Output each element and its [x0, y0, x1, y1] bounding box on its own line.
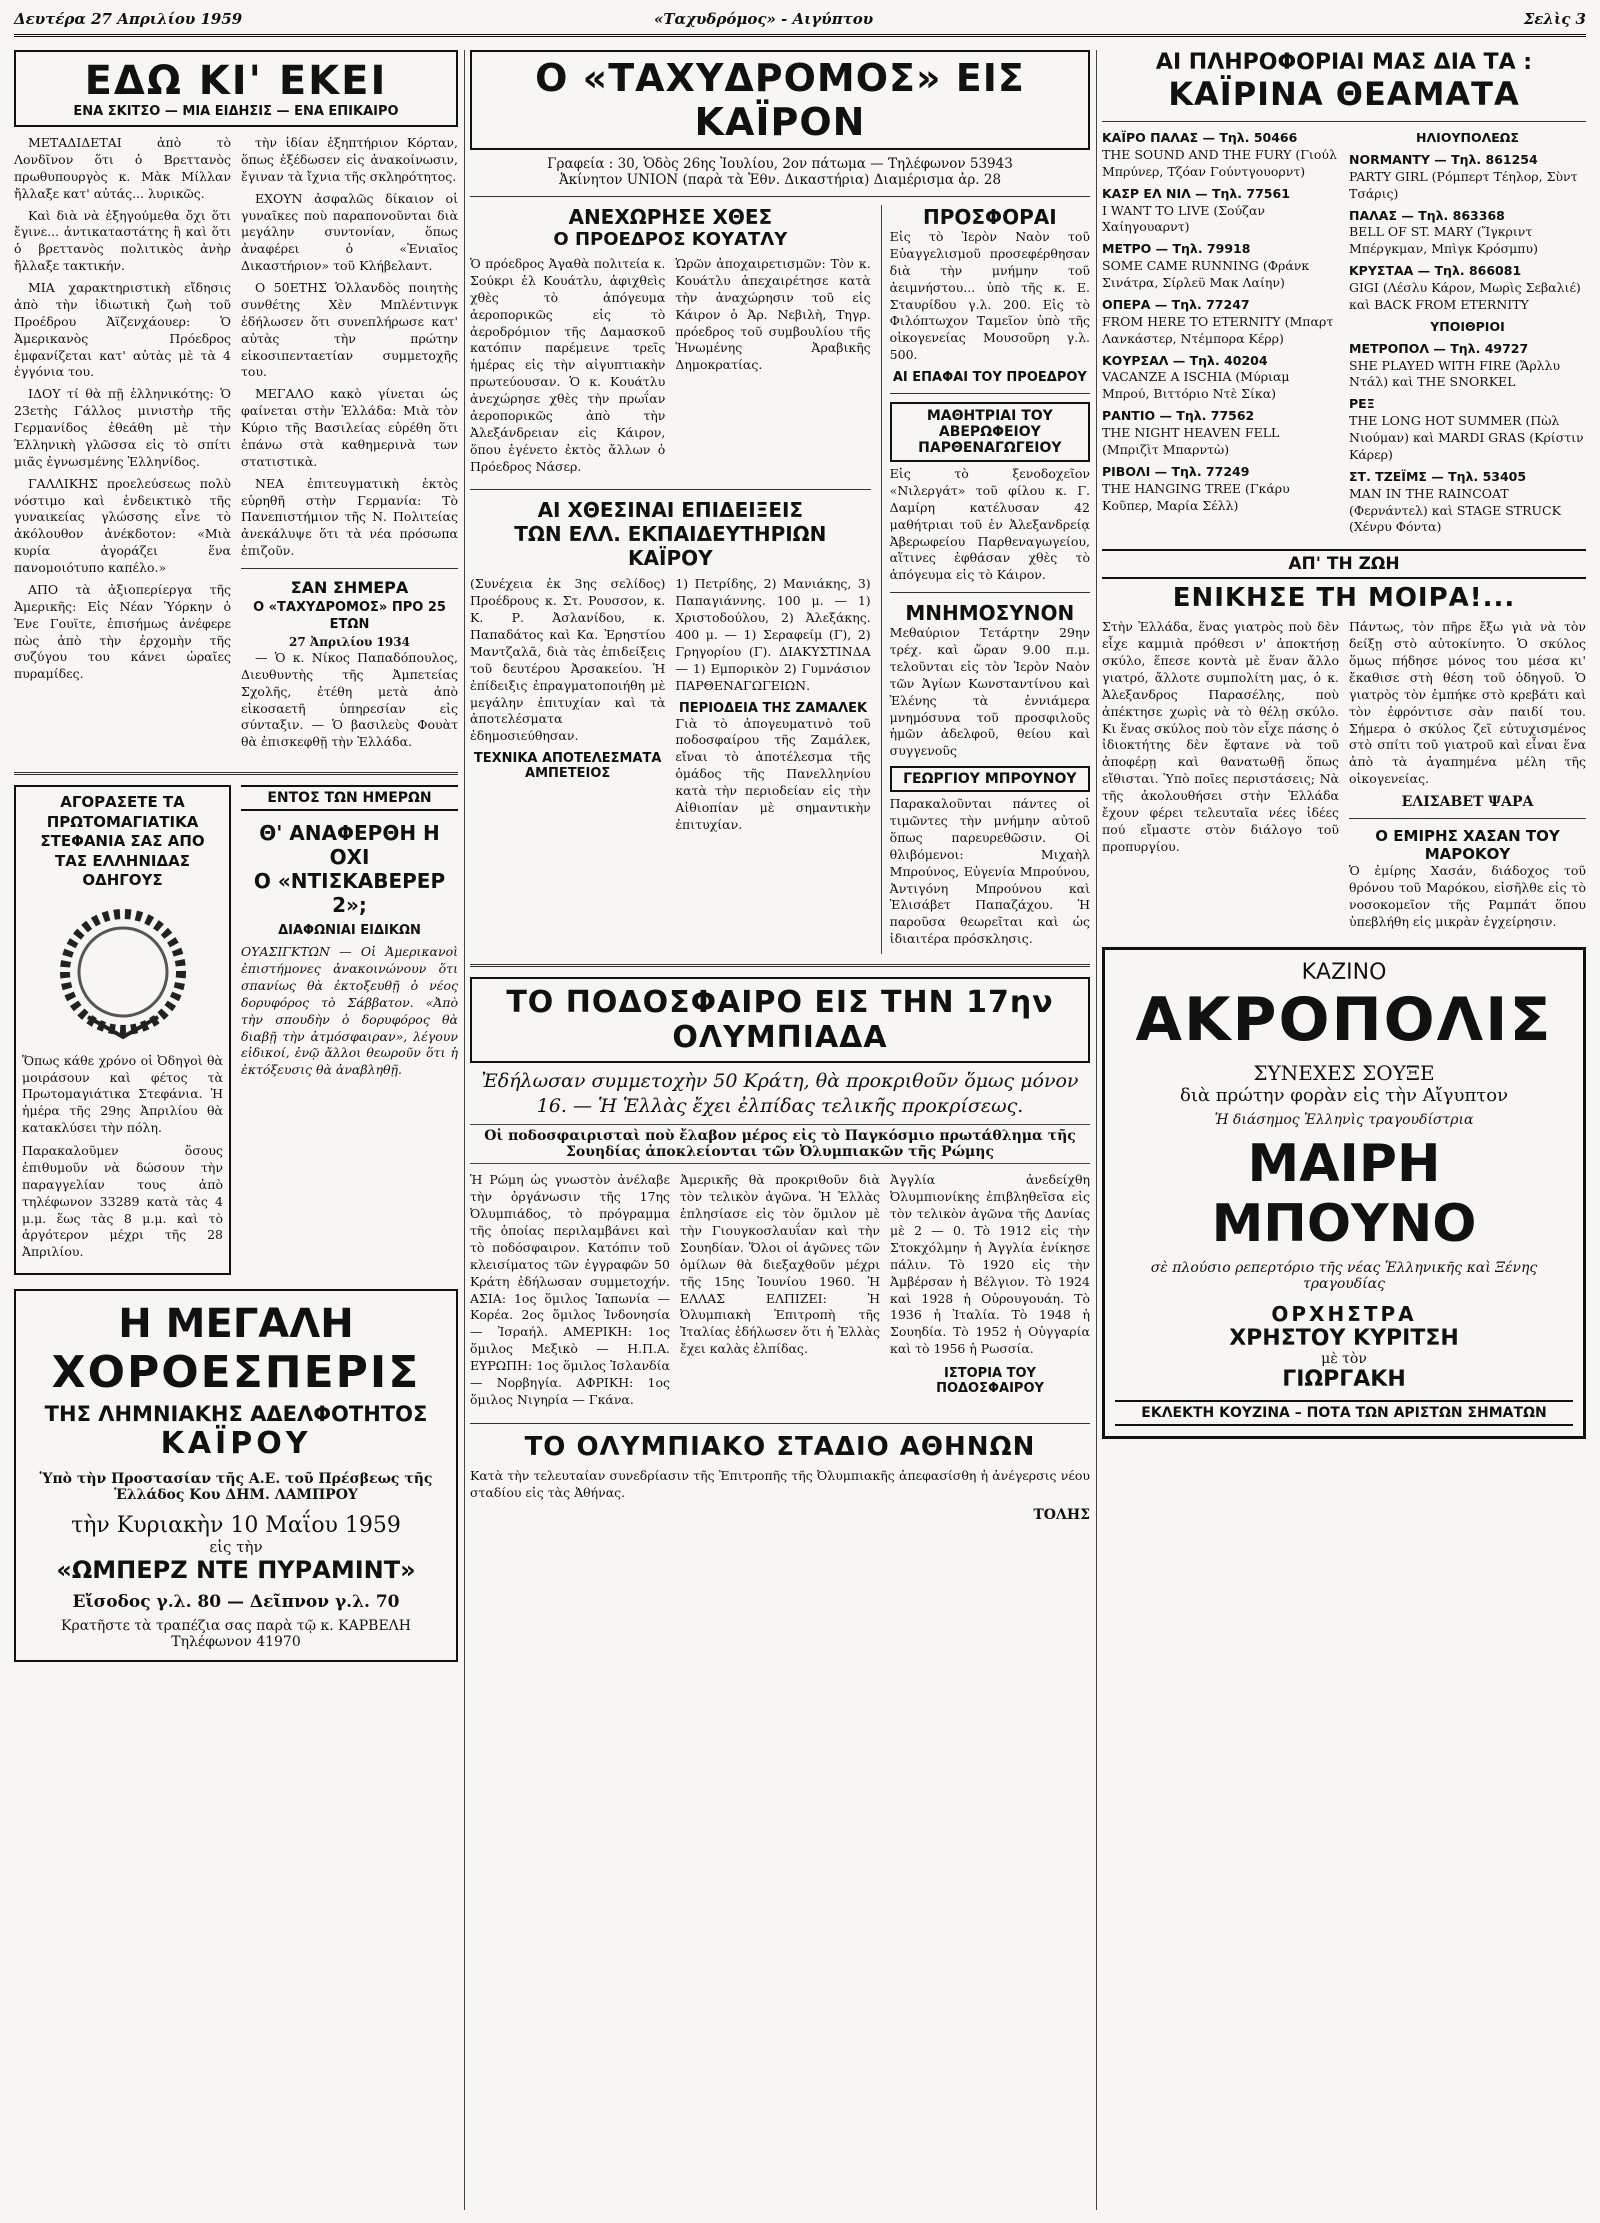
memorial-text-2: Παρακαλοῦνται πάντες οἱ τιμῶντες τὴν μνήμην αὐτοῦ ὅπως παρευρεθῶσιν. Οἱ θλιβόμενοι: Μιχαὴλ Μπρούνος, Εὐγενία Μπρούνου, Ἀντιγόνη Μπρούνου καὶ Ἐλισάβετ Παπαζάχου. Ἡ παροῦσα θεωρεῖται καὶ ὡς ἰδιαιτέρα πρόσκλησις.	[889, 796, 1090, 947]
dance-ad	[14, 1289, 458, 1662]
divider	[1349, 818, 1586, 819]
here-there-body	[14, 135, 458, 762]
cinema-entry	[1349, 319, 1586, 336]
wreath-and-within	[14, 785, 458, 1275]
wreath-cta: Παρακαλοῦμεν ὅσους ἐπιθυμοῦν νὰ δώσουν τὴν παραγγελίαν τους ἀπὸ τηλέφωνον 33289 κατὰ τὰς 4 μ.μ. ἕως τὰς 8 μ.μ. καὶ τὸ ἀργότερον μέχρι τῆς 28 Ἀπριλίου.	[22, 1143, 223, 1260]
column-middle	[470, 50, 1090, 2210]
masthead	[14, 6, 1586, 37]
life-subtitle: ΕΝΙΚΗΣΕ ΤΗ ΜΟΙΡΑ!...	[1172, 583, 1516, 614]
here-there-header	[14, 50, 458, 127]
football-subtitle: Ἐδήλωσαν συμμετοχὴν 50 Κράτη, θὰ προκριθοῦν ὅμως μόνον 16. — Ἡ Ἑλλὰς ἔχει ἐλπίδας τελικῆς προκρίσεως.	[481, 1070, 1079, 1117]
signoff: ΤΟΛΗΣ	[1033, 1507, 1090, 1524]
within-headline-2: Ο «ΝΤΙΣΚΑΒΕΡΕΡ 2»;	[253, 869, 446, 918]
wreath-illustration-icon	[28, 897, 218, 1047]
cinema-entry	[1102, 408, 1339, 459]
cinema-name: ΡΑΝΤΙΟ — Τηλ. 77562	[1102, 408, 1255, 424]
divider	[470, 196, 1090, 197]
exams-col-1	[470, 576, 665, 839]
cinema-name: ΜΕΤΡΟΠΟΛ — Τηλ. 49727	[1349, 340, 1529, 356]
peri-text: Γιὰ τὸ ἀπογευματινὸ τοῦ ποδοσφαίρου τῆς Ζαμάλεκ, εἴναι τὸ ἀποτέλεσμα τῆς ὁμάδος τῆς Πανελληνίου κατὰ τὴν περιοδείαν εἰς τὴν Αἰθιοπίαν μὲ σημαντικὴν ἐπιτυχίαν.	[675, 715, 871, 832]
cairo-header	[470, 50, 1090, 150]
life-body	[1102, 619, 1586, 936]
football-headline-box	[470, 977, 1090, 1063]
students-title: ΜΑΘΗΤΡΙΑΙ ΤΟΥ ΑΒΕΡΩΦΕΙΟΥ ΠΑΡΘΕΝΑΓΩΓΕΙΟΥ	[918, 408, 1062, 456]
casino-ad	[1102, 947, 1586, 1439]
dance-line-2: ΧΟΡΟΕΣΠΕΡΙΣ	[51, 1347, 421, 1399]
cinema-film: THE HANGING TREE (Γκάρυ Κοῦπερ, Μαρία Σέλλ)	[1102, 480, 1290, 513]
exams-tech: ΤΕΧΝΙΚΑ ΑΠΟΤΕΛΕΣΜΑΤΑ ΑΜΠΕΤΕΙΟΣ	[473, 751, 662, 782]
football-col-3	[890, 1172, 1090, 1414]
office-line-2: Ἀκίνητον UNION (παρὰ τὰ Ἐθν. Δικαστήρια) Διαμέρισμα ἀρ. 28	[558, 172, 1002, 188]
casino-star: ΜΑΙΡΗ ΜΠΟΥΝΟ	[1211, 1133, 1477, 1254]
news-items-left	[14, 135, 231, 756]
divider	[470, 1423, 1090, 1424]
news-item: Καὶ διὰ νὰ ἐξηγούμεθα ὄχι ὅτι ἔγινε... ἀντικαταστάτης ἢ καὶ ὅτι ὁ βρεττανὸς πολιτικὸς ἀνὴρ ἤλλαξε τακτικήν.	[14, 207, 231, 274]
memorial-name-box	[890, 766, 1090, 792]
cinema-name: ΚΑΪΡΟ ΠΑΛΑΣ — Τηλ. 50466	[1102, 130, 1298, 145]
casino-line-1: ΣΥΝΕΧΕΣ ΣΟΥΞΕ	[1253, 1060, 1435, 1085]
divider	[890, 592, 1090, 593]
section-title: ΕΔΩ ΚΙ' ΕΚΕΙ	[84, 58, 388, 104]
football-col-1: Ἡ Ρώμη ὡς γνωστὸν ἀνέλαβε τὴν ὀργάνωσιν τῆς 17ης Ὀλυμπιάδος, τὸ πρόγραμμα τῆς ὁποίας περιλαμβάνει καὶ τὸ ποδόσφαιρον. Κατόπιν τοῦ κλεισίματος τῶν ἐγγραφῶν 50 Κράτη ἐδήλωσαν συμμετοχήν. ΑΣΙΑ: 1ος ὅμιλος Ἰαπωνία — Κορέα. 2ος ὅμιλος Ἰνδονησία — Ἰσραήλ. ΑΜΕΡΙΚΗ: 1ος ὅμιλος Μεξικὸ — Η.Π.Α. ΕΥΡΩΠΗ: 1ος ὅμιλος Ἰσλανδία — Νορβηγία. ΑΦΡΙΚΗ: 1ος ὅμιλος Νιγηρία — Γκάνα.	[470, 1172, 670, 1407]
divider	[1102, 121, 1586, 122]
life-banner: ΑΠ' ΤΗ ΖΩΗ	[1102, 549, 1586, 579]
cinema-entry	[1349, 341, 1586, 392]
news-item: ΝΕΑ ἐπιτευγματικὴ ἐκτὸς εὑρηθῆ στὴν Γερμανία: Τὸ Πανεπιστήμιον τῆς Ν. Πολιτείας ἀνεκάλυψε ὅτι τὰ νέα πρόσωπα ἐπιζοῦν.	[241, 475, 458, 559]
offers-title: ΠΡΟΣΦΟΡΑΙ	[923, 205, 1057, 229]
today-title: ΣΑΝ ΣΗΜΕΡΑ	[290, 578, 409, 597]
koutlay-body	[470, 256, 871, 481]
column-divider	[464, 50, 465, 2210]
cinema-film: SOME CAME RUNNING (Φράνκ Σινάτρα, Σίρλεϋ Μακ Λαίην)	[1102, 258, 1310, 290]
divider	[14, 772, 458, 775]
casino-name: ΑΚΡΟΠΟΛΙΣ	[1135, 984, 1553, 1055]
within-text: ΟΥΑΣΙΓΚΤΩΝ — Οἱ Ἀμερικανοὶ ἐπιστήμονες ἀνακοινώνουν ὅτι σπανίως θὰ ἐκτοξευθῇ ὁ νέος δορυφόρος τὸ Σάββατον. «Ἀπὸ τὴν σπουδὴν ὁ δορυφόρος θὰ διαβῇ τὴν ἀτμόσφαιραν», λέγουν εἰδικοί, ἐνῷ ἄλλοι θεωροῦν ὅτι ἡ ἐκτόξευσις θὰ ἀναβληθῇ.	[241, 944, 458, 1078]
column-divider	[1096, 50, 1097, 2210]
morocco-title: Ο ΕΜΙΡΗΣ ΧΑΣΑΝ ΤΟΥ ΜΑΡΟΚΟΥ	[1375, 827, 1560, 863]
cinema-list-right	[1349, 130, 1586, 541]
cinema-entry	[1102, 297, 1339, 348]
casino-orchestra-name: ΧΡΗΣΤΟΥ ΚΥΡΙΤΣΗ	[1229, 1325, 1459, 1351]
column-right	[1102, 50, 1586, 2210]
office-line-1: Γραφεία : 30, Ὁδὸς 26ης Ἰουλίου, 2ον πάτωμα — Τηλέφωνον 53943	[547, 156, 1013, 172]
paper-name: «Ταχυδρόμος» - Αιγύπτου	[654, 10, 874, 28]
issue-date: Δευτέρα 27 Απριλίου 1959	[14, 10, 243, 28]
section-subtitle: ΕΝΑ ΣΚΙΤΣΟ — ΜΙΑ ΕΙΔΗΣΙΣ — ΕΝΑ ΕΠΙΚΑΙΡΟ	[73, 104, 399, 119]
cinema-name: ΚΟΥΡΣΑΛ — Τηλ. 40204	[1102, 352, 1268, 368]
life-col-2-wrap	[1349, 619, 1586, 936]
dance-price: Εἴσοδος γ.λ. 80 — Δεῖπνον γ.λ. 70	[72, 1592, 400, 1613]
news-item: ΑΠΟ τὰ ἀξιοπερίεργα τῆς Ἀμερικῆς: Εἰς Νέαν Ὑόρκην ὁ Ἐνε Γουϊτε, ἐπισήμως ἀνέφερε πὼς ἀπὸ τὴν ἐρχομὴν τῆς συζύγου του κάνει ὡραῖες πυραμίδες.	[14, 581, 231, 682]
casino-label: ΚΑΖΙΝΟ	[1301, 959, 1387, 985]
cinema-listings	[1102, 130, 1586, 541]
within-title: ΕΝΤΟΣ ΤΩΝ ΗΜΕΡΩΝ	[241, 785, 458, 811]
morocco-text: Ὁ ἐμίρης Χασάν, διάδοχος τοῦ θρόνου τοῦ Μαρόκου, εἰσῆλθε εἰς τὸ νοσοκομεῖον τῆς Ραμπάτ ὅπου ὑπεβλήθη εἰς μικρὰν ἐγχείρησιν.	[1349, 863, 1586, 929]
exams-col-2	[675, 576, 870, 839]
today-text: — Ὁ κ. Νίκος Παπαδόπουλος, Διευθυντὴς τῆς Ἀμπετείας Σχολῆς, ἐτέθη μετὰ ἀπὸ εἰκοσαετῆ ὑπηρεσίαν εἰς σύνταξιν. — Ὁ βασιλεὺς Φουὰτ θὰ ἐπισκεφθῇ τὴν Ἑλλάδα.	[241, 649, 458, 750]
memorial-text: Μεθαύριον Τετάρτην 29ην τρέχ. καὶ ὥραν 9.00 π.μ. τελοῦνται εἰς τὸν Ἱερὸν Ναὸν τῶν Ἁγίων Κωνσταντίνου καὶ Ἑλένης τὰ ἐννιάμερα μνημόσυνα τοῦ προσφιλοῦς ἡμῶν ἀδελφοῦ, θείου καὶ συγγενοῦς	[889, 625, 1090, 759]
news-item: ΙΔΟΥ τί θὰ πῇ ἑλληνικότης: Ὁ 23ετὴς Γάλλος μινιστὴρ τῆς Γερμανίδος ἐθεάθη μὲ τὴν Ἑλληνικὴ γλῶσσα εἰς τὸ σπίτι μιᾶς ἐγνωσμένης Ἑλληνίδος.	[14, 386, 231, 469]
football-lead: Οἱ ποδοσφαιρισταὶ ποὺ ἔλαβον μέρος εἰς τὸ Παγκόσμιο πρωτάθλημα τῆς Σουηδίας ἀποκλείονται τῶν Ὀλυμπιακῶν τῆς Ρώμης	[470, 1124, 1090, 1164]
exams-text: (Συνέχεια ἐκ 3ης σελίδος) Προέδρους κ. Στ. Ρουσσον, κ. Κ. Ρ. Ἀσλανίδου, κ. Παπαδάτος καὶ Κα. Ἐρηστίου Μαντζαλᾶ, διὰ τὰς ἐπιδείξεις τοῦ δευτέρου Ἀρσακείου. Ἡ ἐπίδειξις ἐπραγματοποιήθη μὲ μεγάλην ἐπιτυχίαν καὶ τὰ ἀποτελέσματα ἐδημοσιεύθησαν.	[470, 576, 666, 744]
cinema-name: ΗΛΙΟΥΠΟΛΕΩΣ	[1416, 130, 1519, 145]
life-signature: ΕΛΙΣΑΒΕΤ ΨΑΡΑ	[1401, 794, 1534, 810]
offers-column	[881, 205, 1090, 954]
cinema-film: SHE PLAYED WITH FIRE (Ἄρλλυ Ντάλ) καὶ THE SNORKEL	[1349, 357, 1561, 390]
divider	[470, 964, 1090, 967]
cinema-list-left	[1102, 130, 1339, 541]
cinema-film: THE NIGHT HEAVEN FELL (Μπριζὶτ Μπαρντὼ)	[1102, 425, 1280, 457]
casino-line-3: Ἡ διάσημος Ἑλληνὶς τραγουδίστρια	[1214, 1111, 1474, 1128]
news-item: Ο 50ΕΤΗΣ Ὁλλανδὸς ποιητὴς συνθέτης Χὲν Μπλέντινγκ ἐδήλωσεν ὅτι συνεπλήρωσε κατ' αὐτὰς τὴν πρώτην εἰκοσιπενταετίαν συμμετοχῆς του.	[241, 280, 458, 380]
news-item: ΕΧΟΥΝ ἀσφαλῶς δίκαιον οἱ γυναῖκες ποὺ παραπονοῦνται διὰ μεγάλην συντονίαν, ὅπως ἀναφέρει ὁ «Ἐνιαῖος Δικαστήριον» τοῦ Κλήβελαντ.	[241, 190, 458, 274]
cinema-entry	[1349, 263, 1586, 314]
cinema-entry	[1349, 469, 1586, 537]
football-title: ΤΟ ΠΟΔΟΣΦΑΙΡΟ ΕΙΣ ΤΗΝ 17ην ΟΛΥΜΠΙΑΔΑ	[506, 985, 1054, 1055]
divider	[890, 393, 1090, 394]
stadium-text: Κατὰ τὴν τελευταίαν συνεδρίασιν τῆς Ἐπιτροπῆς τῆς Ὀλυμπιακῆς ἀπεφασίσθη ἡ ἀνέγερσις νέου σταδίου εἰς τὰς Ἀθήνας.	[470, 1467, 1090, 1500]
koutlay-text-2: Ὡρῶν ἀποχαιρετισμῶν: Τὸν κ. Κουάτλυ ἀπεχαιρέτησε κατὰ τὴν ἀναχώρησιν τοῦ εἰς Κάιρον ὁ Ἀρ. Νεβιλὴ, Τηγρ. πρόεδρος τοῦ συμβουλίου τῆς Ἡνωμένης Ἀραβικῆς Δημοκρατίας.	[675, 256, 871, 373]
memorial-title: ΜΝΗΜΟΣΥΝΟΝ	[905, 601, 1075, 626]
cinema-name: ΜΕΤΡΟ — Τηλ. 79918	[1102, 241, 1251, 257]
cinema-film: I WANT TO LIVE (Σούζαν Χαίηγουαρντ)	[1102, 202, 1265, 235]
dance-date: τὴν Κυριακὴν 10 Μαΐου 1959	[71, 1513, 401, 1539]
cinema-name: ΡΕΞ	[1349, 396, 1375, 412]
casino-line-2: διὰ πρώτην φορὰν εἰς τὴν Αἴγυπτον	[1179, 1084, 1509, 1106]
koutlay-title: ΑΝΕΧΩΡΗΣΕ ΧΘΕΣ	[568, 205, 773, 229]
exams-subtitle: ΤΩΝ ΕΛΛ. ΕΚΠΑΙΔΕΥΤΗΡΙΩΝ ΚΑΪΡΟΥ	[514, 522, 827, 571]
top-stories	[470, 205, 1090, 954]
exams-results: 1) Πετρίδης, 2) Μανιάκης, 3) Παπαγιάννης. 100 μ. — 1) Χριστοδούλου, 2) Ἀλεξάκης. 400 μ. — 1) Σεραφείμ (Γ), 2) Γρηγορίου (Γ). ΔΙΑΚΥΣΤΙΝΔΑ — 1) Εμπορικὸν 2) Γυμνάσιον ΠΑΡΘΕΝΑΓΩΓΕΙΩΝ.	[675, 576, 871, 693]
today-date: 27 Ἀπριλίου 1934	[289, 634, 410, 649]
cinema-name: NORMANTY — Τηλ. 861254	[1349, 151, 1538, 167]
stadium-title: ΤΟ ΟΛΥΜΠΙΑΚΟ ΣΤΑΔΙΟ ΑΘΗΝΩΝ	[524, 1431, 1036, 1462]
cinema-film: VACANZE A ISCHIA (Μύριαμ Μπρού, Βιττόριο Ντὲ Σίκα)	[1102, 369, 1290, 402]
exams-title: ΑΙ ΧΘΕΣΙΝΑΙ ΕΠΙΔΕΙΞΕΙΣ	[537, 498, 804, 523]
cinema-name: ΚΡΥΣΤΑΑ — Τηλ. 866081	[1349, 263, 1522, 279]
casino-line-4: σὲ πλούσιο ρεπερτόριο τῆς νέας Ἑλληνικῆς καὶ Ξένης τραγουδίας	[1150, 1259, 1538, 1292]
dance-line-3: ΤΗΣ ΛΗΜΝΙΑΚΗΣ ΑΔΕΛΦΟΤΗΤΟΣ	[44, 1402, 428, 1427]
casino-orchestra: ΟΡΧΗΣΤΡΑ	[1271, 1301, 1417, 1326]
cairo-title: Ο «ΤΑΧΥΔΡΟΜΟΣ» ΕΙΣ ΚΑΪΡΟΝ	[535, 56, 1025, 144]
dance-at: εἰς τὴν	[209, 1538, 263, 1557]
dance-phone: Τηλέφωνον 41970	[171, 1634, 301, 1651]
wreath-ad-box	[14, 785, 231, 1275]
wreath-ad	[14, 785, 231, 1275]
dance-line-4: ΚΑΪΡΟΥ	[160, 1426, 312, 1462]
cinema-film: FROM HERE TO ETERNITY (Μπαρτ Λανκάστερ, Ντέμπορα Κέρρ)	[1102, 313, 1334, 346]
cinema-name: ΡΙΒΟΛΙ — Τηλ. 77249	[1102, 463, 1250, 479]
cinema-name: ΠΑΛΑΣ — Τηλ. 863368	[1349, 207, 1505, 223]
casino-with: μὲ τὸν	[1321, 1350, 1367, 1367]
news-item: τὴν ἰδίαν ἐξηπτήριον Κόρταν, ὅπως ἐξέδωσεν εἰς ἀνακοίνωσιν, ἔγιναν τὰ ἴχνια τῆς σκληρότητος.	[241, 135, 458, 184]
life-col-1: Στὴν Ἑλλάδα, ἕνας γιατρὸς ποὺ δὲν εἶχε καμμιὰ πρόθεσι ν' ἀποκτήσῃ σκύλο, ἕπεσε κοντὰ μὲ ἕναν ἄλλο γιατρό, ἄλλοτε συμπολίτη μας, ὁ κ. Ἀλεξανδρος Παρασέλης, ποὺ ἀπέκτησε χωρὶς νὰ τὸ θέλῃ σκύλο. Κι ἕνας σκύλος ποὺ τὸν εἶχε πάσης ὁ ἰδιοκτήτης δὲν ἔφτανε νὰ τοῦ ἀποφέρῃ καὶ θανατωθῇ ὅπως εἴθισται. Ὑπὸ ποῖες περιστάσεις; Νὰ τῆς ἀκολουθήσει στὴν Ἑλλάδα ἔχουν φέρει τελευταῖα νέες ἰδέες πού εἴμαστε στὸν διάλογο τοῦ προπυργίου.	[1102, 619, 1339, 854]
newspaper-page	[14, 6, 1586, 2216]
news-item: ΓΑΛΛΙΚΗΣ προελεύσεως πολὺ νόστιμο καὶ ἐνδεικτικὸ τῆς γυναικείας γλώσσης εἶνε τὸ ἀκόλουθον ἀνέκδοτον: «Μιὰ κυρία ἀγοράζει ἕνα πανομοιότυπο καπέλο.»	[14, 475, 231, 575]
life-col-2: Πάντως, τὸν πῆρε ἔξω γιὰ νὰ τὸν δείξῃ στὸ αὐτοκίνητο. Ὁ σκύλος ὅμως πήδησε μόνος του μέσα κι' ἔκαθισε στὴ θέση τοῦ ὁδηγοῦ. Ὁ γιατρὸς τὸν ἐμπήκε στὸ κρεβάτι καὶ τὸν ἐφρόντισε σὰν παιδί του. Σήμερα ὁ σκύλος ζεῖ εὐτυχισμένος στὸ σπίτι τοῦ γιατροῦ καὶ εἶναι ἕνα ἀπὸ τὰ ἀγαπημένα μέλη τῆς οἰκογενείας.	[1349, 619, 1586, 787]
koutlay-subtitle: Ο ΠΡΟΕΔΡΟΣ ΚΟΥΑΤΛΥ	[553, 229, 788, 250]
peri-title: ΠΕΡΙΟΔΕΙΑ ΤΗΣ ΖΑΜΑΛΕΚ	[678, 700, 868, 716]
news-items-right	[241, 135, 458, 756]
today-subtitle: Ο «ΤΑΧΥΔΡΟΜΟΣ» ΠΡΟ 25 ΕΤΩΝ	[253, 599, 446, 633]
films-title: ΑΙ ΠΛΗΡΟΦΟΡΙΑΙ ΜΑΣ ΔΙΑ ΤΑ :	[1155, 50, 1533, 75]
koutlay-article	[470, 205, 871, 954]
memorial-name: ΓΕΩΡΓΙΟΥ ΜΠΡΟΥΝΟΥ	[903, 771, 1077, 788]
cinema-entry	[1102, 130, 1339, 181]
news-item: ΜΙΑ χαρακτηριστικὴ εἴδησις ἀπὸ τὴν ἰδιωτικὴ ζωὴ τοῦ Προέδρου Ἀϊζενχάουερ: Ὁ Ἀμερικανὸς Πρόεδρος ἐμφανίζεται κατ' αὐτὰς μὲ τὰ 4 ἐγγόνια του.	[14, 280, 231, 380]
cinema-entry	[1102, 186, 1339, 237]
column-left	[14, 50, 458, 2210]
offers-ex: ΑΙ ΕΠΑΦΑΙ ΤΟΥ ΠΡΟΕΔΡΟΥ	[892, 370, 1087, 385]
cinema-name: ΚΑΣΡ ΕΛ ΝΙΛ — Τηλ. 77561	[1102, 185, 1290, 201]
history-subtitle: ΙΣΤΟΡΙΑ ΤΟΥ ΠΟΔΟΣΦΑΙΡΟΥ	[936, 1366, 1044, 1396]
casino-singer: ΓΙΩΡΓΑΚΗ	[1282, 1366, 1406, 1392]
wreath-title: ΑΓΟΡΑΣΕΤΕ ΤΑ ΠΡΩΤΟΜΑΓΙΑΤΙΚΑ ΣΤΕΦΑΝΙΑ ΣΑΣ ΑΠΟ ΤΑΣ ΕΛΛΗΝΙΔΑΣ ΟΔΗΓΟΥΣ	[40, 793, 205, 890]
cinema-entry	[1102, 464, 1339, 515]
within-days-article	[241, 785, 458, 1275]
wreath-text: Ὅπως κάθε χρόνο οἱ Ὀδηγοὶ θὰ μοιράσουν καὶ φέτος τὰ Πρωτομαγιάτικα Στεφάνια. Ἡ ἡμέρα τῆς 29ης Ἀπριλίου θὰ κατακλύσει τὴν πόλη.	[22, 1052, 223, 1136]
dance-line-1: Η ΜΕΓΑΛΗ	[118, 1301, 354, 1348]
within-subtitle: ΔΙΑΦΩΝΙΑΙ ΕΙΔΙΚΩΝ	[278, 923, 421, 939]
cinema-film: BELL OF ST. MARY (Ἴγκριντ Μπέργκμαν, Μπὶγκ Κρόσμπυ)	[1349, 224, 1538, 257]
students-box	[890, 402, 1090, 462]
dance-venue: «ΩΜΠΕΡΖ ΝΤΕ ΠΥΡΑΜΙΝΤ»	[56, 1556, 416, 1585]
football-col-2: Ἀμερικῆς θὰ προκριθοῦν διὰ τὸν τελικὸν ἀγῶνα. Ἡ Ἑλλὰς ἐπλησίασε εἰς τὸν ὅμιλον μὲ τὴν Γιουγκοσλαυΐαν καὶ τὴν Σουηδίαν. Ὅλοι οἱ ἀγῶνες τῶν ὁμίλων θὰ διεξαχθοῦν μέχρι τῆς 15ης Ἰουνίου 1960. Ἡ ΕΛΛΑΣ ΕΛΠΙΖΕΙ: Ἡ Ὀλυμπιακὴ Ἐπιτροπὴ τῆς Ἰταλίας ἐδήλωσεν ὅτι ἡ Ἑλλὰς ἔχει καλὰς ἐλπίδας.	[680, 1172, 880, 1357]
casino-footer: ΕΚΛΕΚΤΗ ΚΟΥΖΙΝΑ – ΠΟΤΑ ΤΩΝ ΑΡΙΣΤΩΝ ΣΗΜΑΤΩΝ	[1115, 1400, 1573, 1426]
cinema-film: THE SOUND AND THE FURY (Γιούλ Μπρύνερ, Τζόαν Γούντγουορντ)	[1102, 146, 1337, 179]
cinema-film: THE LONG HOT SUMMER (Πὼλ Νιούμαν) καὶ MARDI GRAS (Κρίστιν Κάρερ)	[1349, 413, 1584, 462]
dance-tables: Κρατῆστε τὰ τραπέζια σας παρὰ τῷ κ. ΚΑΡΒΕΛΗ	[61, 1618, 411, 1635]
cinema-entry	[1349, 152, 1586, 203]
cinema-film: PARTY GIRL (Ρόμπερτ Τέηλορ, Σὺντ Τσάρις)	[1349, 168, 1578, 201]
films-subtitle: ΚΑΪΡΙΝΑ ΘΕΑΜΑΤΑ	[1168, 75, 1520, 113]
cinema-entry	[1349, 396, 1586, 464]
cinema-film: MAN IN THE RAINCOAT (Φερνάντελ) καὶ STAGE STRUCK (Χένρυ Φόντα)	[1349, 485, 1561, 535]
cinema-name: ΥΠΟΙΘΡΙΟΙ	[1430, 318, 1505, 334]
cinema-entry	[1349, 130, 1586, 147]
cinema-entry	[1349, 208, 1586, 259]
news-item: ΜΕΤΑΔΙΔΕΤΑΙ ἀπὸ τὸ Λονδῖνον ὅτι ὁ Βρεττανὸς πρωθυπουργὸς κ. Μὰκ Μίλλαν ἤλλαξε κατ' αὐτάς... λυρικῶς.	[14, 135, 231, 201]
within-headline-1: Θ' ΑΝΑΦΕΡΘΗ Η ΟΧΙ	[259, 821, 440, 870]
news-item: ΜΕΓΑΛΟ κακὸ γίνεται ὡς φαίνεται στὴν Ἑλλάδα: Μιὰ τὸν Κύριο τῆς Βασιλείας εὑρέθη ὅτι ἐπάνω στὰ καθημερινὰ των στατιστικὰ.	[241, 386, 458, 469]
cinema-entry	[1102, 353, 1339, 404]
offers-text: Εἰς τὸ Ἱερὸν Ναὸν τοῦ Εὐαγγελισμοῦ προσεφέρθησαν διὰ τὴν μνήμην τοῦ ἀειμνήστου... ὑπὸ τῆς κ. Ε. Σταυρίδου γ.λ. 200. Εἰς τὸ Φιλόπτωχον Ταμεῖον ὑπὸ τῆς οἰκογενείας Μουσοῦρη γ.λ. 500.	[889, 229, 1090, 363]
students-text: Εἰς τὸ ξενοδοχεῖον «Νιλεργάτ» τοῦ φίλου κ. Γ. Δαμίρη κατέλυσαν 42 μαθήτριαι τοῦ ἐν Ἀλεξανδρείᾳ Ἀβερωφείου Παρθεναγωγείου, αἵτινες ἐφθάσαν χθὲς τὸ ἀπόγευμα εἰς τὸ Κάιρον.	[889, 466, 1090, 583]
football-col-3-text: Ἀγγλία ἀνεδείχθη Ὀλυμπιονίκης ἐπιβληθεῖσα εἰς τὸν τελικὸν ἀγῶνα τῆς Δανίας μὲ 2 — 0. Τὸ 1912 εἰς τὴν Στοκχόλμην ἡ Ἀγγλία ἐνίκησε πάλιν. Τὸ 1920 εἰς τὴν Ἀμβέρσαν ἡ Βέλγιον. Τὸ 1924 καὶ 1928 ἡ Οὐρουγουάη. Τὸ 1936 ἡ Ἰταλία. Τὸ 1948 ἡ Σουηδία. Τὸ 1952 ἡ Οὑγγαρία καὶ τὸ 1956 ἡ Ρωσσία.	[890, 1172, 1090, 1357]
football-body	[470, 1172, 1090, 1414]
cinema-film: GIGI (Λέσλυ Κάρον, Μωρὶς Σεβαλιέ) καὶ BACK FROM ETERNITY	[1349, 280, 1581, 312]
cinema-entry	[1102, 241, 1339, 292]
koutlay-text: Ὁ πρόεδρος Ἀγαθὰ πολιτεία κ. Σούκρι ἐλ Κουάτλυ, ἀφιχθεὶς χθὲς τὸ ἀπόγευμα ἀεροπορικῶς εἰς τὸ ἀεροδρόμιον τῆς Δαμασκοῦ κατόπιν παρέμεινε τρεῖς ἡμέρας εἰς τὴν αἰγυπτιακὴν πρωτεύουσαν. Ὁ κ. Κουάτλυ ἀνεχώρησε χθὲς τὴν πρωΐαν ἀεροπορικῶς ἀπὸ τὴν Ἀλεξάνδρειαν εἰς Κάιρον, ὅπου ἐγένετο ἐκτὸς ἄλλων ὁ Πρόεδρος Νάσερ.	[470, 256, 666, 474]
dance-patron: Ὑπὸ τὴν Προστασίαν τῆς Α.Ε. τοῦ Πρέσβεως τῆς Ἑλλάδος Κου ΔΗΜ. ΛΑΜΠΡΟΥ	[39, 1471, 433, 1504]
page-number: Σελὶς 3	[1523, 10, 1586, 28]
cinema-name: ΟΠΕΡΑ — Τηλ. 77247	[1102, 296, 1250, 312]
exams-body	[470, 576, 871, 839]
divider	[470, 489, 871, 490]
cinema-name: ΣΤ. ΤΖΕΪΜΣ — Τηλ. 53405	[1349, 468, 1527, 484]
divider	[241, 568, 458, 569]
